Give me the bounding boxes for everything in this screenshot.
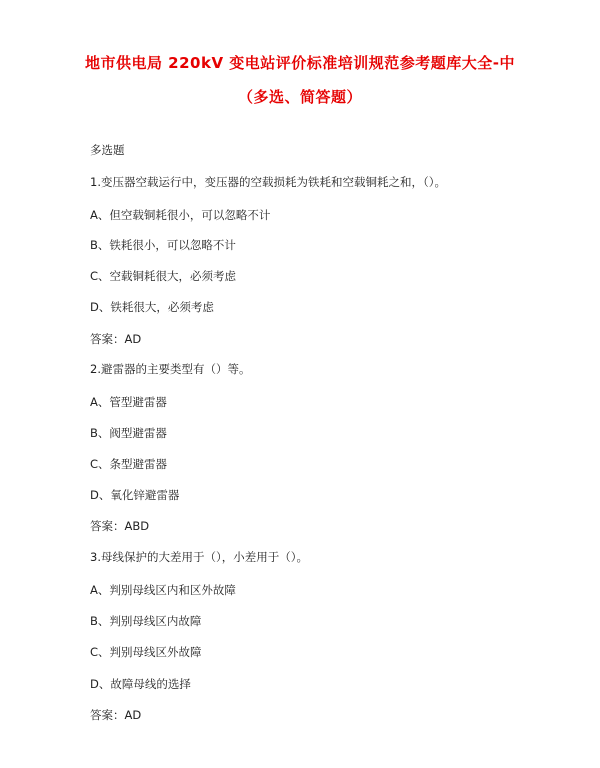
question-2-option-d: D、氧化锌避雷器: [90, 488, 180, 502]
document-title-line-1: 地市供电局 220kV 变电站评价标准培训规范参考题库大全-中: [84, 54, 516, 72]
question-2-option-b: B、阀型避雷器: [90, 426, 167, 440]
question-1-answer: 答案：AD: [90, 332, 142, 346]
question-1-option-a: A、但空载铜耗很小，可以忽略不计: [90, 208, 271, 222]
question-3-answer: 答案：AD: [90, 708, 142, 722]
question-1-option-c: C、空载铜耗很大，必须考虑: [90, 269, 237, 283]
question-3-option-d: D、故障母线的选择: [90, 677, 191, 691]
question-2-option-a: A、管型避雷器: [90, 395, 167, 409]
question-2-stem: 2.避雷器的主要类型有（）等。: [90, 362, 251, 376]
question-3-stem: 3.母线保护的大差用于（），小差用于（）。: [90, 550, 308, 564]
question-1-option-b: B、铁耗很小，可以忽略不计: [90, 238, 236, 252]
question-2-answer: 答案：ABD: [90, 519, 150, 533]
question-3-option-b: B、判别母线区内故障: [90, 614, 202, 628]
question-3-option-a: A、判别母线区内和区外故障: [90, 583, 236, 597]
document-title-line-2: （多选、简答题）: [237, 88, 362, 106]
question-1-option-d: D、铁耗很大，必须考虑: [90, 300, 214, 314]
question-3-option-c: C、判别母线区外故障: [90, 645, 202, 659]
question-1-stem: 1.变压器空载运行中，变压器的空载损耗为铁耗和空载铜耗之和，（）。: [90, 175, 446, 189]
question-2-option-c: C、条型避雷器: [90, 457, 168, 471]
section-heading: 多选题: [90, 143, 125, 157]
